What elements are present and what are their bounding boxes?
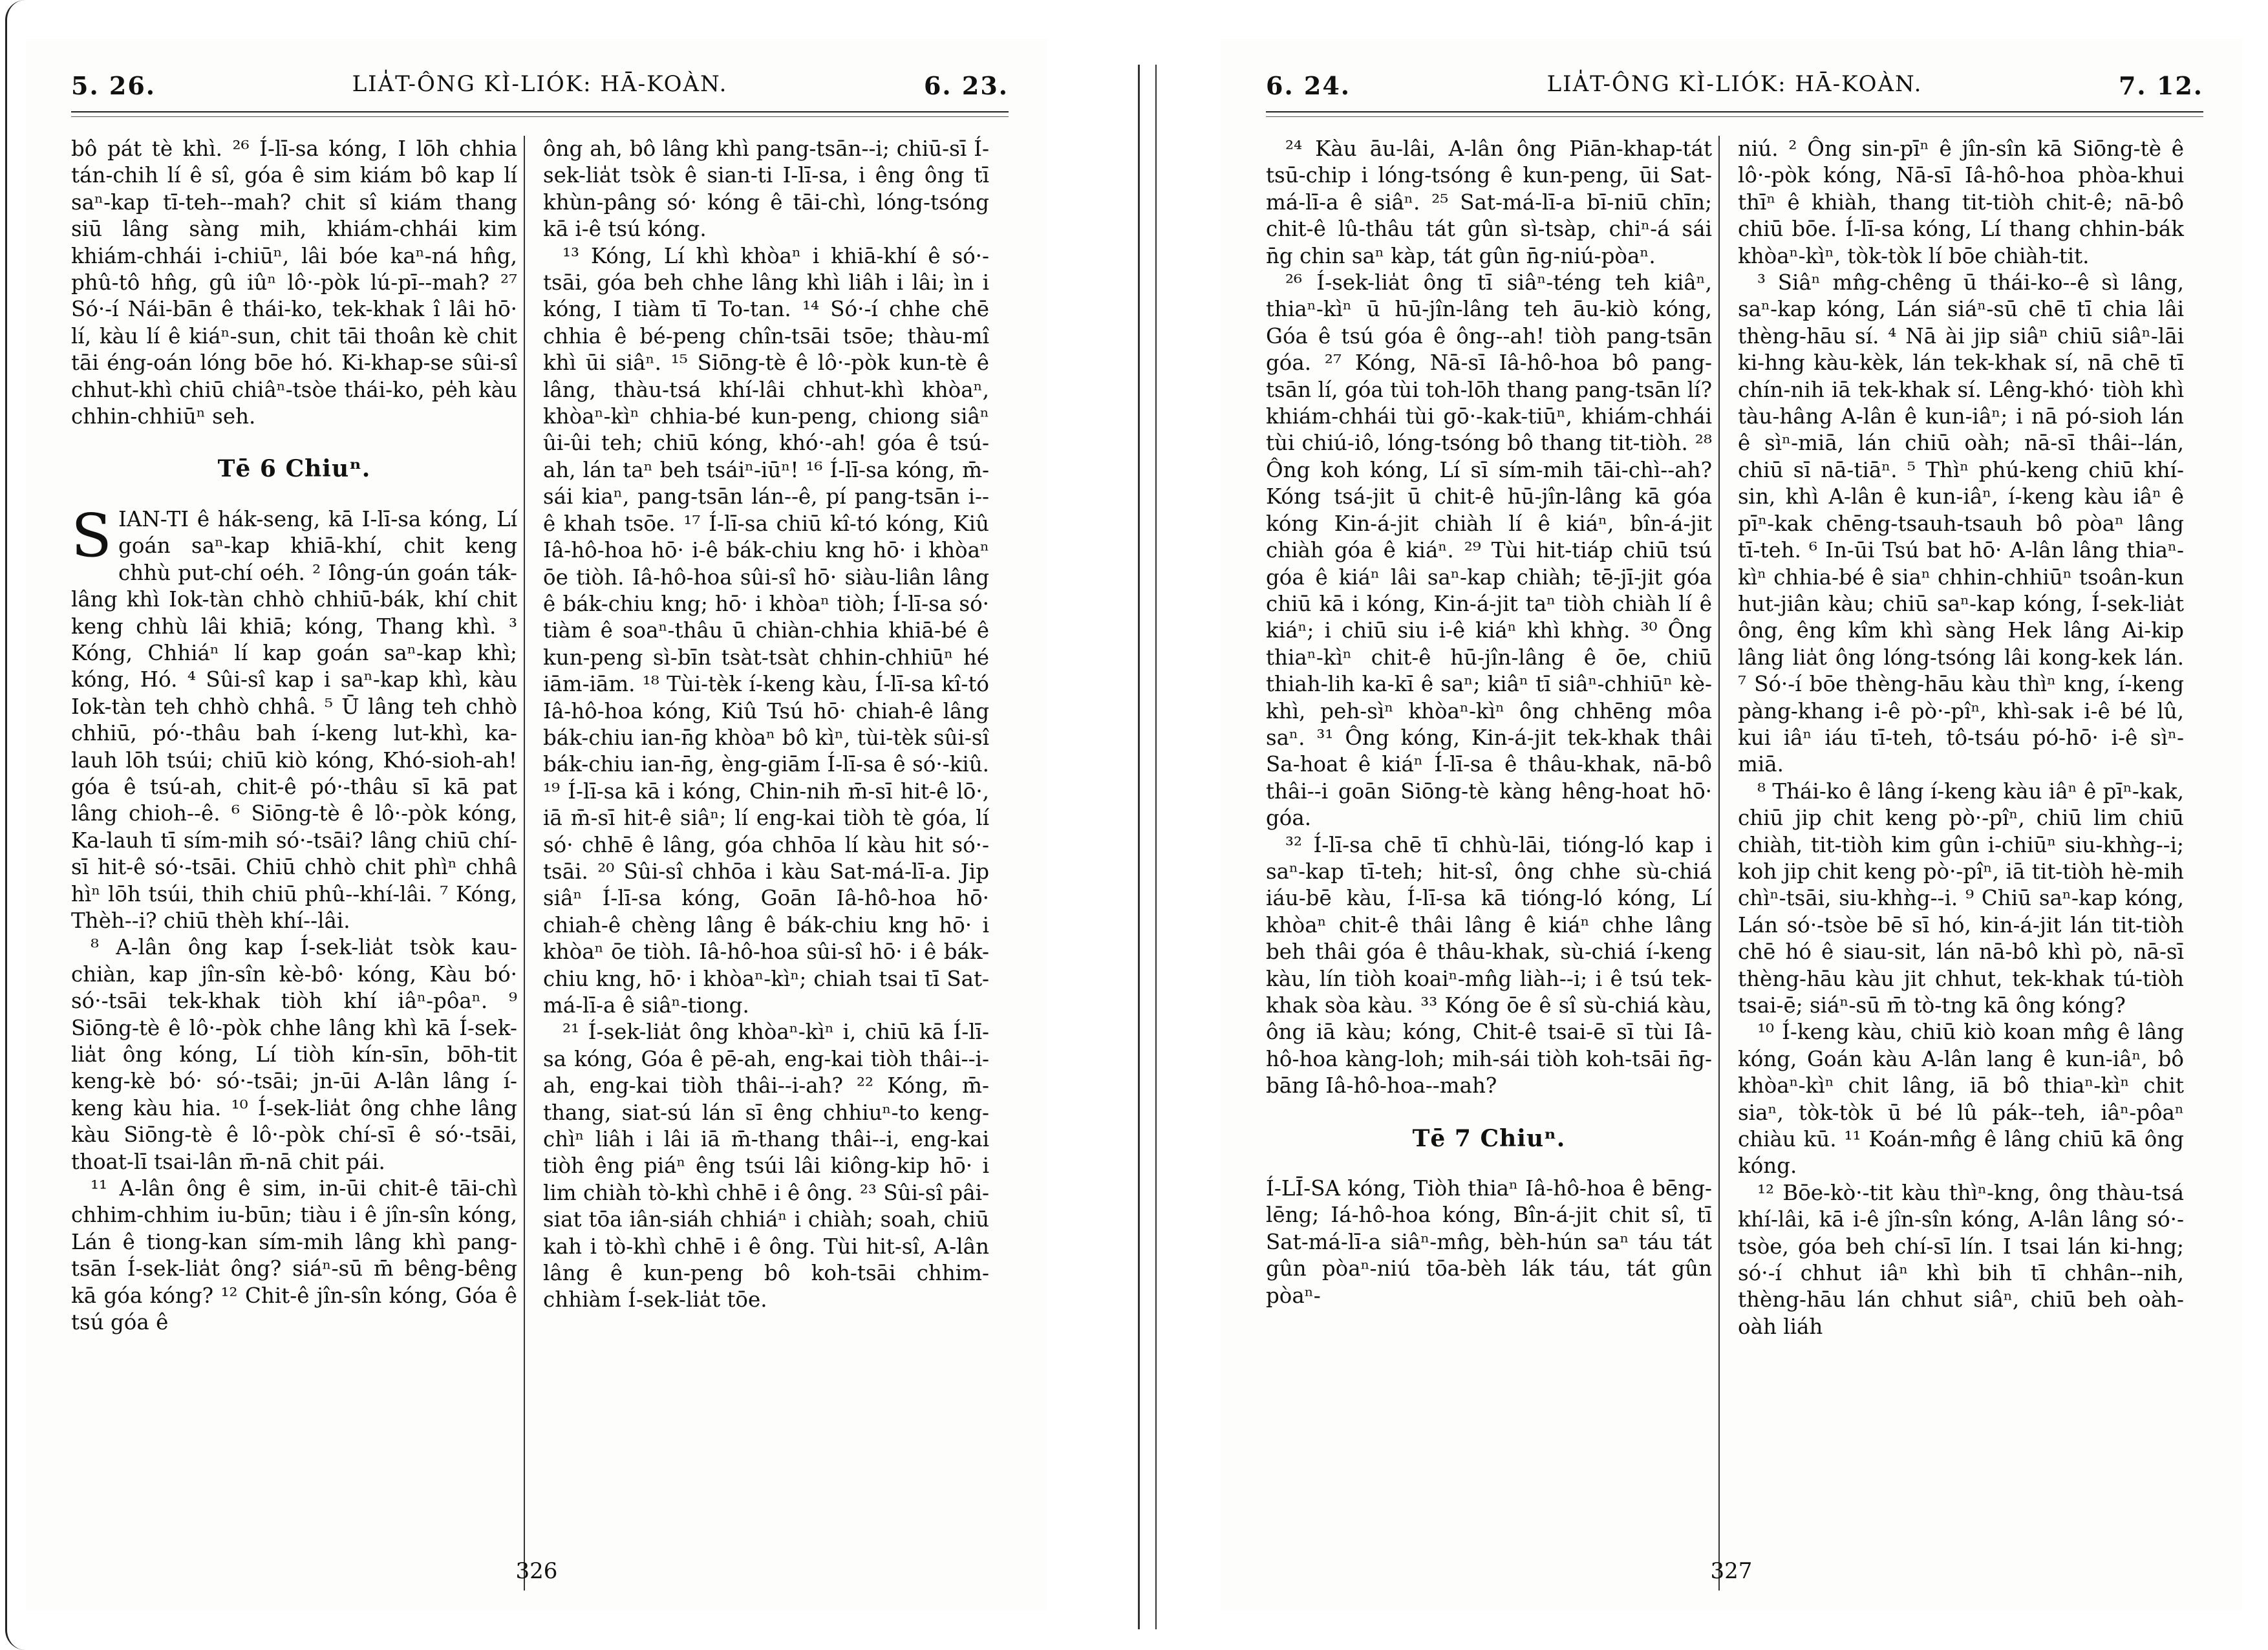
paragraph-dropcap: SIAN-TI ê hák-seng, kā I-lī-sa kóng, Lí goán saⁿ-kap khiā-khí, chit keng chhù put-chí oéh. ² Iông-ún goán ták-lâng khì Iok-tàn chhò chhiū-bák, khí chit keng chhù lâi khiā; kóng, Thang khì. ³ Kóng, Chhiáⁿ lí kap goán saⁿ-kap khì; kóng, Hó. ⁴ Sûi-sî kap i saⁿ-kap khì, kàu Iok-tàn teh chhò chhâ. ⁵ Ū lâng teh chhò chhiū, pó·-thâu bah í-keng lut-khì, ka-lauh lōh tsúi; chiū kiò kóng, Khó-sioh-ah! góa ê tsú-ah, chit-ê pó·-thâu sī kā pat lâng chioh--ê. ⁶ Siōng-tè ê lô·-pòk kóng, Ka-lauh tī sím-mih só·-tsāi? lâng chiū chí-sī hit-ê só·-tsāi. Chiū chhò chit phìⁿ chhâ hìⁿ lōh tsúi, thih chiū phû--khí-lâi. ⁷ Kóng, Thèh--i? chiū thèh khí--lâi. xyxy=(71,500,517,933)
paragraph: ³ Siâⁿ mn̂g-chêng ū thái-ko--ê sì lâng, saⁿ-kap kóng, Lán siáⁿ-sū chē tī chia lâi thèng-hāu sí. ⁴ Nā ài jip siâⁿ chiū siâⁿ-lāi ki-hng kàu-kèk, lán tek-khak sí, nā chē tī chín-nih iā tek-khak sí. Lêng-khó· tiòh khì tàu-hâng A-lân ê kun-iâⁿ; i nā pó-sioh lán ê sìⁿ-miā, lán chiū oàh; nā-sī thâi--lán, chiū sī nā-tiāⁿ. ⁵ Thìⁿ phú-keng chiū khí-sin, khì A-lân ê kun-iâⁿ, í-keng kàu iâⁿ ê pīⁿ-kak chēng-tsauh-tsauh bô pòaⁿ lâng tī-teh. ⁶ In-ūi Tsú bat hō· A-lân lâng thiaⁿ-kìⁿ chhia-bé ê siaⁿ chhin-chhiūⁿ tsoân-kun hut-jiân kàu; chiū saⁿ-kap kóng, Í-sek-lia̍t ông, êng kîm khì sàng Hek lâng Ai-kip lâng lia̍t ông lóng-tsóng lâi kong-kek lán. ⁷ Só·-í bōe thèng-hāu kàu thìⁿ kng, í-keng pàng-khang i-ê pò·-pîⁿ, khì-sak i-ê bé lû, kui iâⁿ iáu tī-teh, tô-tsáu pó-hō· i-ê sìⁿ-miā. xyxy=(1738,270,2184,777)
verse-ref-start: 5. 26. xyxy=(71,71,156,100)
header-rule-thin xyxy=(71,116,1009,117)
right-page xyxy=(1221,39,2242,1610)
header-rule-thin xyxy=(1266,116,2203,117)
text-column-left xyxy=(1266,136,1712,1309)
text-column-right xyxy=(1738,136,2184,1340)
paragraph: bô pát tè khì. ²⁶ Í-lī-sa kóng, I lōh chhia tán-chih lí ê sî, góa ê sim kiám bô kap lí saⁿ-kap tī-teh--mah? chit sî kiám thang siū lâng sàng mih, khiám-chhái kim khiám-chhái i-chiūⁿ, lâi bóe kaⁿ-ná hn̂g, phû-tô hn̂g, gû iûⁿ lô·-pòk lú-pī--mah? ²⁷ Só·-í Nái-bān ê thái-ko, tek-khak î lâi hō· lí, kàu lí ê kiáⁿ-sun, chit tāi thoân kè chit tāi éng-oán lóng bōe hó. Ki-khap-se sûi-sî chhut-khì chiū chiâⁿ-tsòe thái-ko, pe̍h kàu chhin-chhiūⁿ seh. xyxy=(71,136,517,429)
paragraph: ²⁴ Kàu āu-lâi, A-lân ông Piān-khap-tát tsū-chip i lóng-tsóng ê kun-peng, ūi Sat-má-lī-a ê siâⁿ. ²⁵ Sat-má-lī-a bī-niū chīn; chit-ê lû-thâu tát gûn sì-tsàp, chiⁿ-á sái n̄g chin saⁿ kàp, tát gûn n̄g-niú-pòaⁿ. xyxy=(1266,136,1712,268)
running-head-right xyxy=(1266,65,2203,110)
paragraph: ²⁶ Í-sek-lia̍t ông tī siâⁿ-téng teh kiâⁿ, thiaⁿ-kìⁿ ū hū-jîn-lâng teh āu-kiò kóng, Góa ê tsú góa ê ông--ah! tiòh pang-tsān góa. ²⁷ Kóng, Nā-sī Iâ-hô-hoa bô pang-tsān lí, góa tùi toh-lōh thang pang-tsān lí? khiám-chhái tùi gō·-kak-tiūⁿ, khiám-chhái tùi chiú-iô, lóng-tsóng bô thang tit-tiòh. ²⁸ Ông koh kóng, Lí sī sím-mih tāi-chì--ah? Kóng tsá-jit ū chit-ê hū-jîn-lâng kā góa kóng Kin-á-jit chiàh lí ê kiáⁿ, bîn-á-jit chiàh góa ê kiáⁿ. ²⁹ Tùi hit-tiáp chiū tsú góa ê kiáⁿ lâi saⁿ-kap chiàh; tē-jī-jit góa chiū kā i kóng, Kin-á-jit taⁿ tiòh chiàh lí ê kiáⁿ; i chiū siu i-ê kiáⁿ khì khǹg. ³⁰ Ông thiaⁿ-kìⁿ chit-ê hū-jîn-lâng ê ōe, chiū thiah-lih ka-kī ê saⁿ; kiâⁿ tī siâⁿ-chhiūⁿ kè-khì, peh-sìⁿ khòaⁿ-kìⁿ ông chhēng môa saⁿ. ³¹ Ông kóng, Kin-á-jit tek-khak thâi Sa-hoat ê kiáⁿ Í-lī-sa ê thâu-khak, nā-bô thâi--i goān Siōng-tè kàng hêng-hoat hō· góa. xyxy=(1266,270,1712,831)
column-divider xyxy=(524,136,525,1591)
verse-ref-end: 7. 12. xyxy=(2118,71,2203,100)
left-page xyxy=(26,39,1047,1610)
verse-ref-end: 6. 23. xyxy=(923,71,1009,100)
paragraph: ¹¹ A-lân ông ê sim, in-ūi chit-ê tāi-chì chhim-chhim iu-būn; tiàu i ê jîn-sîn kóng, Lán ê tiong-kan sím-mih lâng khì pang-tsān Í-sek-lia̍t ông? siáⁿ-sū m̄ bêng-bêng kā góa kóng? ¹² Chit-ê jîn-sîn kóng, Góa ê tsú góa ê xyxy=(71,1176,517,1335)
book-edge-left xyxy=(5,0,25,1650)
paragraph: niú. ² Ông sin-pīⁿ ê jîn-sîn kā Siōng-tè ê lô·-pòk kóng, Nā-sī Iâ-hô-hoa phòa-khui thīⁿ ê khiàh, thang tit-tiòh chit-ê; nā-bô chiū bōe. Í-lī-sa kóng, Lí thang chhin-bák khòaⁿ-kìⁿ, tòk-tòk lí bōe chiàh-tit. xyxy=(1738,136,2184,268)
header-rule xyxy=(71,111,1009,112)
paragraph: ⁸ A-lân ông kap Í-sek-lia̍t tsòk kau-chiàn, kap jîn-sîn kè-bô· kóng, Kàu bó· só·-tsāi tek-khak tiòh khí iâⁿ-pôaⁿ. ⁹ Siōng-tè ê lô·-pòk chhe lâng khì kā Í-sek-lia̍t ông kóng, Lí tiòh kín-sīn, bōh-tit keng-kè bó· só·-tsāi; jn-ūi A-lân lâng í-keng kàu hia. ¹⁰ Í-sek-lia̍t ông chhe lâng kàu Siōng-tè ê lô·-pòk chí-sī ê só·-tsāi, thoat-lī tsai-lân m̄-nā chit pái. xyxy=(71,935,517,1174)
paragraph-dropcap: Í-LĪ-SA kóng, Tiòh thiaⁿ Iâ-hô-hoa ê bēng-lēng; Iá-hô-hoa kóng, Bîn-á-jit chit sî, tī Sat-má-lī-a siâⁿ-mn̂g, bèh-hún saⁿ táu tát gûn pòaⁿ-niú tōa-bèh lák táu, tát gûn pòaⁿ- xyxy=(1266,1176,1712,1308)
header-rule xyxy=(1266,111,2203,112)
chapter-heading: Tē 6 Chiuⁿ. xyxy=(217,455,371,483)
page-number: 327 xyxy=(1710,1558,1753,1584)
paragraph: ²¹ Í-sek-lia̍t ông khòaⁿ-kìⁿ i, chiū kā Í-lī-sa kóng, Góa ê pē-ah, eng-kai tiòh thâi--i-ah, eng-kai tiòh thâi--i-ah? ²² Kóng, m̄-thang, siat-sú lán sī êng chhiuⁿ-to keng-chìⁿ liâh i lâi iā m̄-thang thâi--i, eng-kai tiòh êng piáⁿ êng tsúi lâi kiông-kip hō· i lim chiàh tò-khì chhē i ê ông. ²³ Sûi-sî pâi-siat tōa iân-siáh chhiáⁿ i chiàh; soah, chiū kah i tò-khì chhē i ê ông. Tùi hit-sî, A-lân lâng ê kun-peng bô koh-tsāi chhim-chhiàm Í-sek-lia̍t tōe. xyxy=(543,1020,989,1312)
text-column-right xyxy=(543,136,989,1314)
paragraph: ³² Í-lī-sa chē tī chhù-lāi, tióng-ló kap i saⁿ-kap tī-teh; hit-sî, ông chhe sù-chiá iáu-bē kàu, Í-lī-sa kā tióng-ló kóng, Lí khòaⁿ chit-ê thâi lâng ê kiáⁿ chhe lâng beh thâi góa ê thâu-khak, sù-chiá í-keng kàu, lín tiòh koaiⁿ-mn̂g liàh--i; i ê tsú tek-khak sòa kàu. ³³ Kóng ōe ê sî sù-chiá kàu, ông iā kàu; kóng, Chit-ê tsai-ē sī tùi Iâ-hô-hoa kàng-loh; mih-sái tiòh koh-tsāi n̄g-bāng Iâ-hô-hoa--mah? xyxy=(1266,832,1712,1098)
paragraph: ông ah, bô lâng khì pang-tsān--i; chiū-sī Í-sek-lia̍t tsòk ê sian-ti I-lī-sa, i êng ông tī khùn-pâng só· kóng ê tāi-chì, lóng-tsóng kā i-ê tsú kóng. xyxy=(543,136,989,242)
chapter-heading: Tē 7 Chiuⁿ. xyxy=(1412,1124,1566,1152)
page-number: 326 xyxy=(515,1558,558,1584)
paragraph: ¹⁰ Í-keng kàu, chiū kiò koan mn̂g ê lâng kóng, Goán kàu A-lân lang ê kun-iâⁿ, bô khòaⁿ-kìⁿ chit lâng, iā bô thiaⁿ-kìⁿ chit siaⁿ, tòk-tòk ū bé lû pák--teh, iâⁿ-pôaⁿ chiàu kū. ¹¹ Koán-mn̂g ê lâng chiū kā ông kóng. xyxy=(1738,1020,2184,1179)
verse-ref-start: 6. 24. xyxy=(1266,71,1351,100)
paragraph: ¹³ Kóng, Lí khì khòaⁿ i khiā-khí ê só·-tsāi, góa beh chhe lâng khì liâh i lâi; ìn i kóng, I tiàm tī To-tan. ¹⁴ Só·-í chhe chē chhia ê bé-peng chîn-tsāi tsōe; thàu-mî khì ūi siâⁿ. ¹⁵ Siōng-tè ê lô·-pòk kun-tè ê lâng, thàu-tsá khí-lâi chhut-khì khòaⁿ, khòaⁿ-kìⁿ chhia-bé kun-peng, chiong siâⁿ ûi-ûi teh; chiū kóng, khó·-ah! góa ê tsú-ah, lán taⁿ beh tsáiⁿ-iūⁿ! ¹⁶ Í-lī-sa kóng, m̄-sái kiaⁿ, pang-tsān lán--ê, pí pang-tsān i--ê khah tsōe. ¹⁷ Í-lī-sa chiū kî-tó kóng, Kiû Iâ-hô-hoa hō· i-ê bák-chiu kng hō· i khòaⁿ ōe tiòh. Iâ-hô-hoa sûi-sî hō· siàu-liân lâng ê bák-chiu kng; hō· i khòaⁿ tiòh; Í-lī-sa só· tiàm ê soaⁿ-thâu ū chiàn-chhia khiā-bé ê kun-peng sì-bīn tsàt-tsàt chhin-chhiūⁿ hé iām-iām. ¹⁸ Tùi-tèk í-keng kàu, Í-lī-sa kî-tó Iâ-hô-hoa kóng, Kiû Tsú hō· chiah-ê lâng bák-chiu ian-n̄g khòaⁿ bô kìⁿ, tùi-tèk sûi-sî bák-chiu ian-n̄g, èng-giām Í-lī-sa ê só·-kiû. ¹⁹ Í-lī-sa kā i kóng, Chin-nih m̄-sī hit-ê lō·, iā m̄-sī hit-ê siâⁿ; lí eng-kai tiòh tè góa, lí só· chhē ê lâng, góa chhōa lí kàu hit só·-tsāi. ²⁰ Sûi-sî chhōa i kàu Sat-má-lī-a. Jip siâⁿ Í-lī-sa kóng, Goān Iâ-hô-hoa hō· chiah-ê chèng lâng ê bák-chiu kng hō· i khòaⁿ ōe tiòh. Iâ-hô-hoa sûi-sî hō· i ê bák-chiu kng, hō· i khòaⁿ-kìⁿ; chiah tsai tī Sat-má-lī-a ê siâⁿ-tiong. xyxy=(543,243,989,1018)
paragraph: ⁸ Thái-ko ê lâng í-keng kàu iâⁿ ê pīⁿ-kak, chiū jip chit keng pò·-pîⁿ, chiū lim chiū chiàh, tit-tiòh kim gûn i-chiūⁿ siu-khǹg--i; koh jip chit keng pò·-pîⁿ, iā tit-tiòh hè-mih chìⁿ-tsāi, siu-khǹg--i. ⁹ Chiū saⁿ-kap kóng, Lán só·-tsòe bē sī hó, kin-á-jit lán tit-tiòh chē hó ê siau-sit, lán nā-bô khì pò, nā-sī thèng-hāu kàu jit chhut, tek-khak tú-tiòh tsai-ē; siáⁿ-sū m̄ tò-tng kā ông kóng? xyxy=(1738,778,2184,1018)
paragraph: ¹² Bōe-kò·-tit kàu thìⁿ-kng, ông thàu-tsá khí-lâi, kā i-ê jîn-sîn kóng, A-lân lâng só·-tsòe, góa beh chí-sī lín. I tsai lán ki-hng; só·-í chhut iâⁿ khì bih tī chhân--nih, thèng-hāu lán chhut siâⁿ, chiū beh oàh-oàh liáh xyxy=(1738,1180,2184,1339)
dropcap-letter: S xyxy=(71,500,112,570)
text-column-left xyxy=(71,136,517,1336)
running-head-left xyxy=(71,65,1009,110)
column-divider xyxy=(1718,136,1720,1591)
book-spine xyxy=(1138,65,1157,1629)
running-title: LIA̍T-ÔNG KÌ-LIÓK: HĀ-KOÀN. xyxy=(352,71,728,97)
running-title: LIA̍T-ÔNG KÌ-LIÓK: HĀ-KOÀN. xyxy=(1546,71,1923,97)
